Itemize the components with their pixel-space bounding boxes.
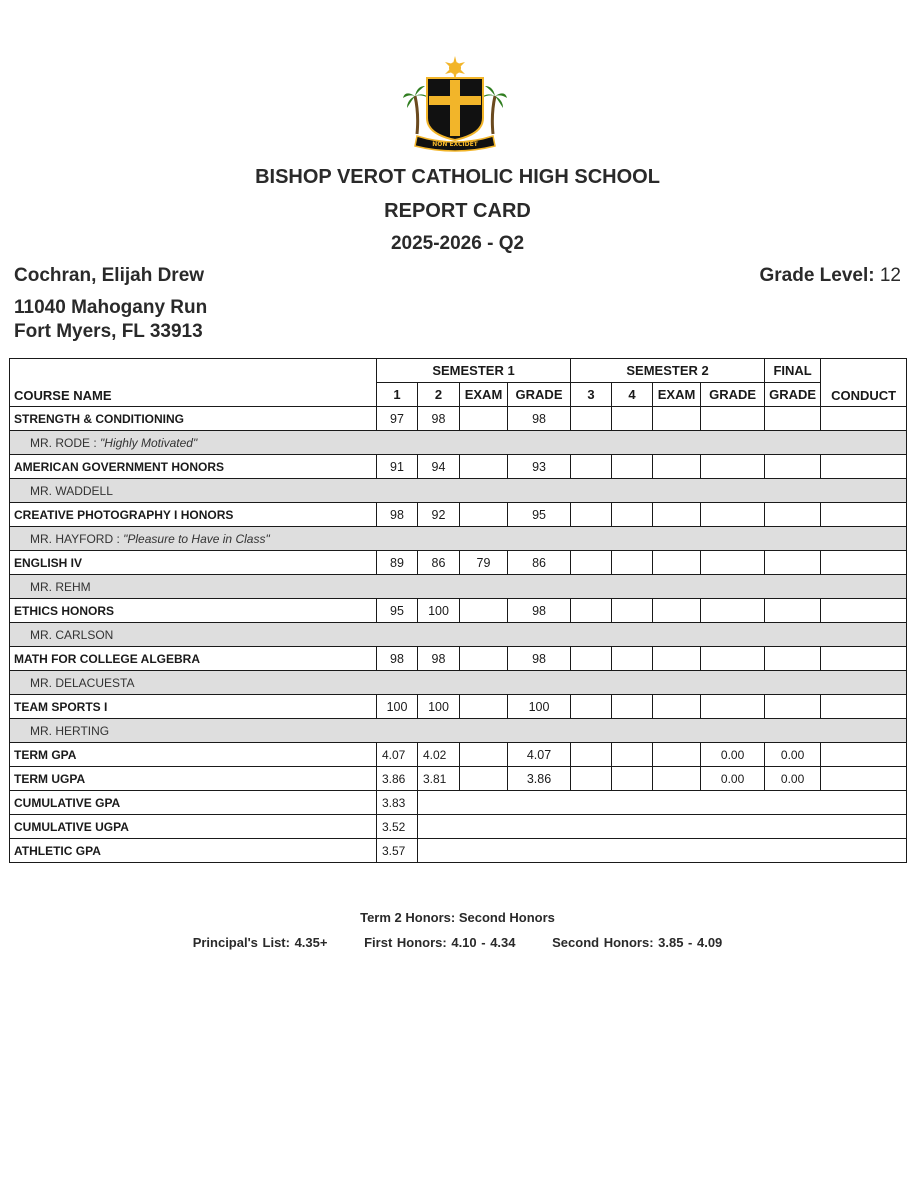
gpa-q1: 4.07	[377, 743, 418, 767]
principals-list: Principal's List: 4.35+	[192, 935, 328, 950]
col-q3-header: 3	[571, 383, 612, 407]
empty-cell	[653, 647, 701, 671]
empty-cell	[653, 407, 701, 431]
teacher-name: MR. DELACUESTA	[30, 675, 135, 690]
empty-cell	[653, 551, 701, 575]
palm-tree-left-icon	[403, 86, 429, 134]
teacher-comment: "Highly Motivated"	[100, 435, 198, 450]
q1-score: 91	[377, 455, 418, 479]
school-name: BISHOP VEROT CATHOLIC HIGH SCHOOL	[255, 166, 660, 188]
exam1-score	[460, 695, 508, 719]
empty-cell	[821, 503, 907, 527]
sem1-grade: 98	[508, 647, 571, 671]
exam1-score	[460, 647, 508, 671]
exam1-score	[460, 407, 508, 431]
q1-score: 95	[377, 599, 418, 623]
gpa-value: 3.52	[377, 815, 418, 839]
comment-separator: :	[90, 435, 101, 450]
teacher-name: MR. HAYFORD	[30, 531, 114, 546]
empty-cell	[571, 599, 612, 623]
course-row	[10, 407, 907, 431]
star-icon	[445, 56, 465, 80]
gpa-q2: 3.81	[418, 767, 460, 791]
semester-2-header: SEMESTER 2	[571, 359, 765, 383]
col-final-grade-header: GRADE	[765, 383, 821, 407]
q1-score: 98	[377, 647, 418, 671]
school-crest-logo	[403, 56, 507, 152]
sem1-grade: 86	[508, 551, 571, 575]
empty-cell	[765, 599, 821, 623]
gpa-exam	[460, 767, 508, 791]
conduct-header: CONDUCT	[821, 359, 907, 407]
q2-score: 98	[418, 407, 460, 431]
gpa-q2: 4.02	[418, 743, 460, 767]
teacher-name: MR. WADDELL	[30, 483, 113, 498]
gpa-label: CUMULATIVE UGPA	[10, 815, 377, 839]
course-row	[10, 647, 907, 671]
gpa-sem2-grade: 0.00	[701, 743, 765, 767]
empty-cell	[821, 551, 907, 575]
empty-cell	[765, 551, 821, 575]
gpa-final-grade: 0.00	[765, 743, 821, 767]
empty-cell	[701, 455, 765, 479]
gpa-final-grade: 0.00	[765, 767, 821, 791]
gpa-grade: 4.07	[508, 743, 571, 767]
empty-cell	[821, 407, 907, 431]
course-row	[10, 503, 907, 527]
grade-level-label: Grade Level:	[759, 265, 875, 286]
gpa-label: ATHLETIC GPA	[10, 839, 377, 863]
term-ugpa-row	[10, 767, 907, 791]
empty-cell	[701, 647, 765, 671]
col-exam2-header: EXAM	[653, 383, 701, 407]
header-row-top	[10, 359, 907, 383]
empty-cell	[653, 599, 701, 623]
first-honors: First Honors: 4.10 - 4.34	[364, 935, 516, 950]
empty-cell	[612, 503, 653, 527]
second-honors: Second Honors: 3.85 - 4.09	[552, 935, 723, 950]
course-row	[10, 455, 907, 479]
teacher-name: MR. CARLSON	[30, 627, 114, 642]
empty-cell	[571, 503, 612, 527]
course-row	[10, 695, 907, 719]
gpa-value: 3.83	[377, 791, 418, 815]
empty-cell	[571, 647, 612, 671]
sem1-grade: 93	[508, 455, 571, 479]
empty-cell	[612, 599, 653, 623]
teacher-row	[10, 431, 907, 455]
col-grade1-header: GRADE	[508, 383, 571, 407]
gpa-rows	[10, 743, 907, 863]
gpa-exam	[460, 743, 508, 767]
final-header: FINAL	[765, 359, 821, 383]
empty-cell	[653, 503, 701, 527]
sem1-grade: 95	[508, 503, 571, 527]
empty-cell	[701, 695, 765, 719]
empty-cell	[765, 407, 821, 431]
teacher-name: MR. HERTING	[30, 723, 110, 738]
document-title: REPORT CARD	[384, 200, 531, 222]
course-name: ETHICS HONORS	[10, 599, 377, 623]
empty-cell	[612, 551, 653, 575]
empty-cell	[653, 695, 701, 719]
teacher-row	[10, 671, 907, 695]
gpa-grade: 3.86	[508, 767, 571, 791]
empty-cell	[612, 695, 653, 719]
gpa-label: TERM GPA	[10, 743, 377, 767]
q1-score: 89	[377, 551, 418, 575]
col-q2-header: 2	[418, 383, 460, 407]
col-q4-header: 4	[612, 383, 653, 407]
empty-cell	[821, 695, 907, 719]
semester-1-header: SEMESTER 1	[377, 359, 571, 383]
gpa-sem2-grade: 0.00	[701, 767, 765, 791]
empty-cell	[612, 647, 653, 671]
empty-cell	[765, 695, 821, 719]
grade-level	[759, 265, 901, 287]
term-honors: Term 2 Honors: Second Honors	[360, 910, 555, 925]
empty-cell	[765, 647, 821, 671]
teacher-comment: "Pleasure to Have in Class"	[123, 531, 270, 546]
empty-cell	[612, 455, 653, 479]
teacher-row	[10, 527, 907, 551]
col-exam1-header: EXAM	[460, 383, 508, 407]
report-card-table	[9, 358, 907, 863]
address-line-1: 11040 Mahogany Run	[14, 297, 208, 318]
crest-motto: NON EXCIDET	[432, 141, 478, 148]
empty-cell	[765, 455, 821, 479]
teacher-name: MR. REHM	[30, 579, 91, 594]
comment-separator: :	[113, 531, 124, 546]
gpa-value: 3.57	[377, 839, 418, 863]
empty-cell	[821, 599, 907, 623]
empty-cell	[571, 695, 612, 719]
course-name-header: COURSE NAME	[10, 359, 377, 407]
q2-score: 100	[418, 695, 460, 719]
empty-cell	[571, 455, 612, 479]
student-name: Cochran, Elijah Drew	[14, 265, 205, 286]
teacher-row	[10, 575, 907, 599]
sem1-grade: 98	[508, 407, 571, 431]
course-row	[10, 551, 907, 575]
empty-cell	[701, 407, 765, 431]
course-name: AMERICAN GOVERNMENT HONORS	[10, 455, 377, 479]
empty-cell	[571, 551, 612, 575]
q1-score: 97	[377, 407, 418, 431]
empty-cell	[765, 503, 821, 527]
cumulative-gpa-row	[10, 791, 907, 815]
term-gpa-row	[10, 743, 907, 767]
course-name: MATH FOR COLLEGE ALGEBRA	[10, 647, 377, 671]
empty-cell	[701, 551, 765, 575]
gpa-label: TERM UGPA	[10, 767, 377, 791]
sem1-grade: 98	[508, 599, 571, 623]
teacher-row	[10, 719, 907, 743]
sem1-grade: 100	[508, 695, 571, 719]
empty-cell	[701, 503, 765, 527]
term-label: 2025-2026 - Q2	[390, 233, 525, 254]
exam1-score	[460, 503, 508, 527]
empty-cell	[571, 407, 612, 431]
course-name: STRENGTH & CONDITIONING	[10, 407, 377, 431]
empty-cell	[653, 455, 701, 479]
exam1-score	[460, 455, 508, 479]
address-line-2: Fort Myers, FL 33913	[14, 321, 203, 342]
gpa-q1: 3.86	[377, 767, 418, 791]
col-grade2-header: GRADE	[701, 383, 765, 407]
empty-cell	[612, 407, 653, 431]
course-name: ENGLISH IV	[10, 551, 377, 575]
cumulative-ugpa-row	[10, 815, 907, 839]
empty-cell	[821, 455, 907, 479]
palm-tree-right-icon	[481, 86, 507, 134]
course-row	[10, 599, 907, 623]
empty-cell	[701, 599, 765, 623]
course-name: CREATIVE PHOTOGRAPHY I HONORS	[10, 503, 377, 527]
course-rows	[10, 407, 907, 743]
q2-score: 92	[418, 503, 460, 527]
q2-score: 100	[418, 599, 460, 623]
honors-scale	[0, 935, 915, 950]
teacher-name: MR. RODE	[30, 435, 90, 450]
teacher-row	[10, 623, 907, 647]
grade-level-value: 12	[879, 265, 901, 286]
exam1-score	[460, 599, 508, 623]
teacher-row	[10, 479, 907, 503]
course-name: TEAM SPORTS I	[10, 695, 377, 719]
exam1-score: 79	[460, 551, 508, 575]
q2-score: 94	[418, 455, 460, 479]
empty-cell	[821, 647, 907, 671]
q2-score: 86	[418, 551, 460, 575]
col-q1-header: 1	[377, 383, 418, 407]
gpa-label: CUMULATIVE GPA	[10, 791, 377, 815]
q2-score: 98	[418, 647, 460, 671]
athletic-gpa-row	[10, 839, 907, 863]
q1-score: 98	[377, 503, 418, 527]
q1-score: 100	[377, 695, 418, 719]
